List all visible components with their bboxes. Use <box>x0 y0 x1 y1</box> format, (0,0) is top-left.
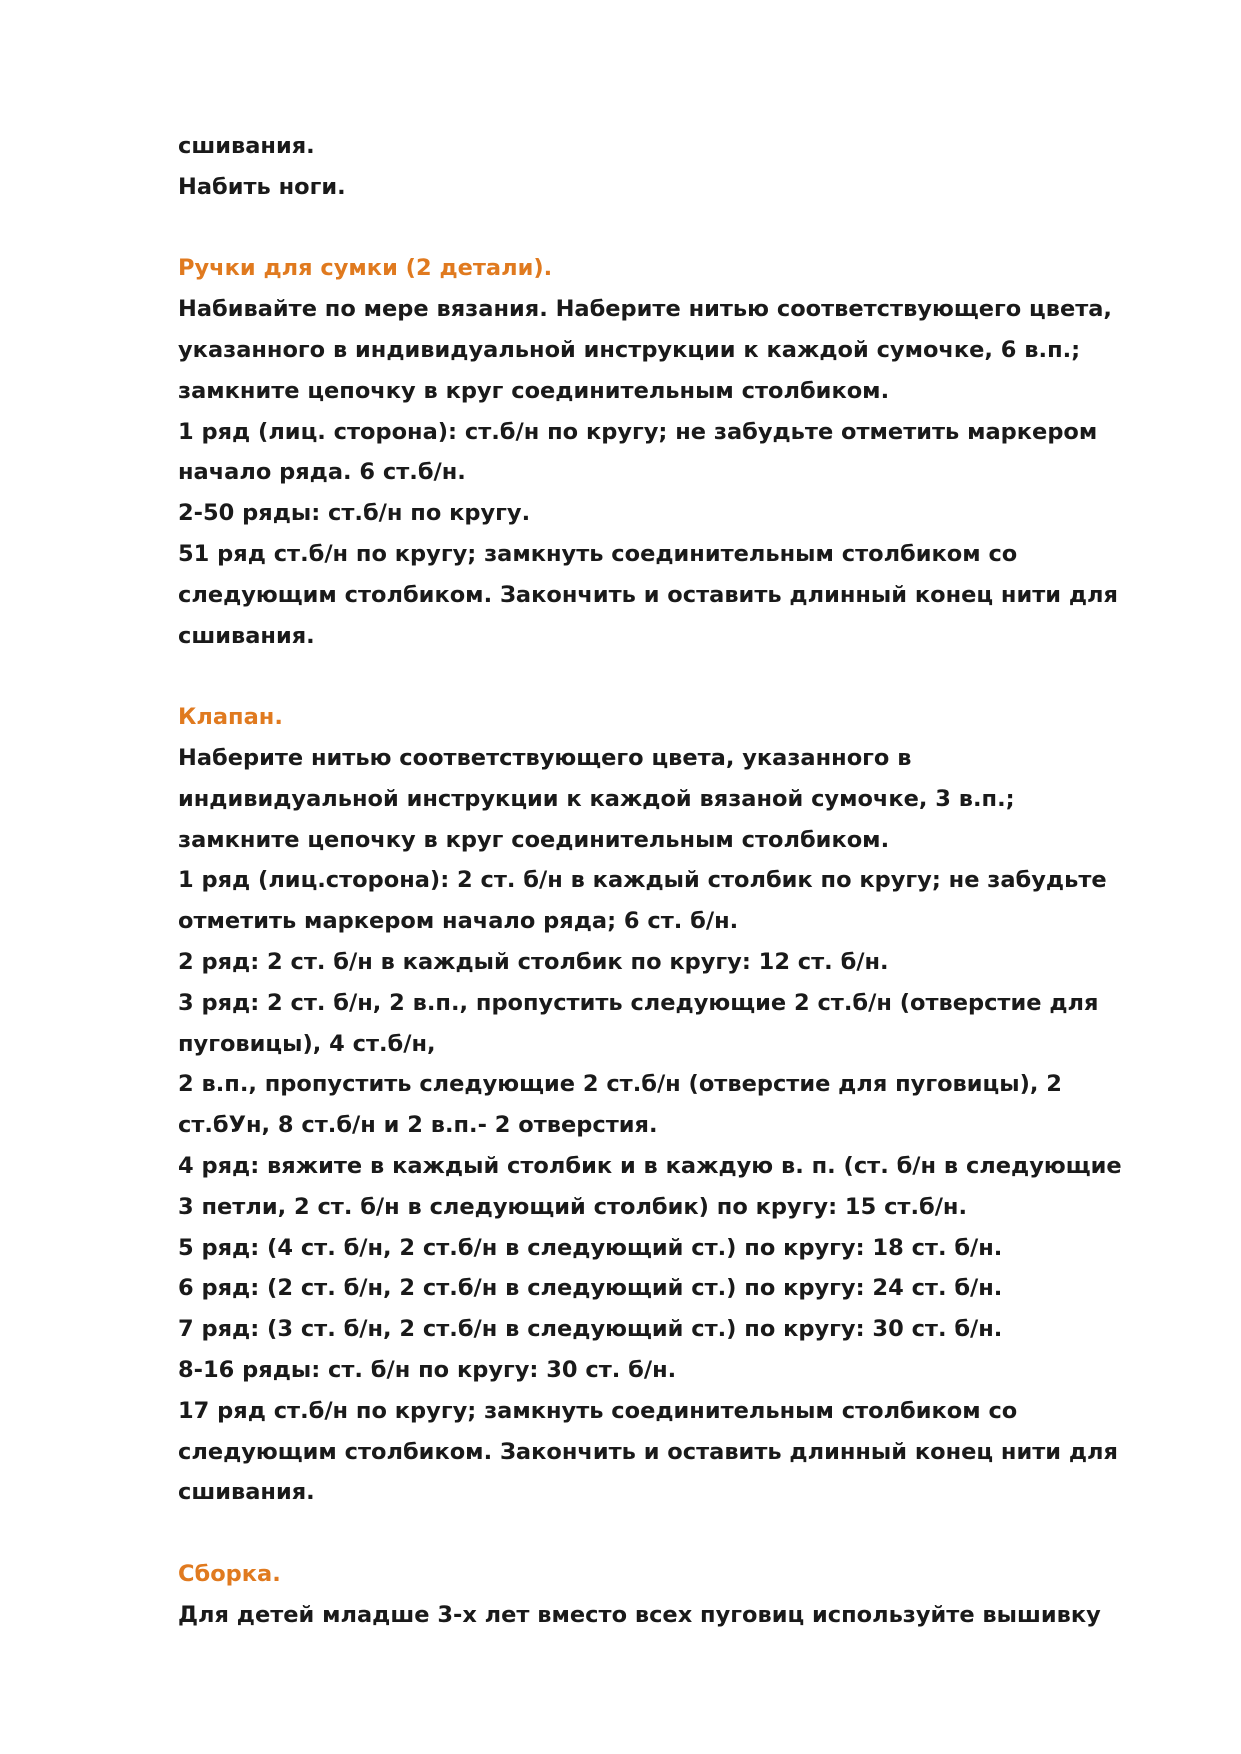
body-line: отметить маркером начало ряда; 6 ст. б/н. <box>178 908 739 935</box>
body-line: 3 ряд: 2 ст. б/н, 2 в.п., пропустить следующие 2 ст.б/н (отверстие для <box>178 989 1099 1016</box>
body-line: 2-50 ряды: ст.б/н по кругу. <box>178 500 531 527</box>
section-heading-flap: Клапан. <box>178 704 283 731</box>
body-line: 1 ряд (лиц. сторона): ст.б/н по кругу; не забудьте отметить маркером <box>178 418 1098 445</box>
section-heading-handles: Ручки для сумки (2 детали). <box>178 255 553 282</box>
body-line: замкните цепочку в круг соединительным столбиком. <box>178 826 890 853</box>
body-line: сшивания. <box>178 622 315 649</box>
body-line: следующим столбиком. Закончить и оставить длинный конец нити для <box>178 581 1118 608</box>
body-line: 3 петли, 2 ст. б/н в следующий столбик) по кругу: 15 ст.б/н. <box>178 1193 968 1220</box>
body-line: 17 ряд ст.б/н по кругу; замкнуть соединительным столбиком со <box>178 1397 1018 1424</box>
body-line: сшивания. <box>178 1479 315 1506</box>
body-line: начало ряда. 6 ст.б/н. <box>178 459 466 486</box>
paragraph-gap <box>178 1513 1188 1554</box>
body-line: Набивайте по мере вязания. Наберите нитью соответствующего цвета, <box>178 296 1112 323</box>
paragraph-gap <box>178 208 1188 249</box>
body-line: 2 ряд: 2 ст. б/н в каждый столбик по кругу: 12 ст. б/н. <box>178 948 889 975</box>
body-line: 8-16 ряды: ст. б/н по кругу: 30 ст. б/н. <box>178 1356 677 1383</box>
body-line: ст.бУн, 8 ст.б/н и 2 в.п.- 2 отверстия. <box>178 1112 658 1139</box>
body-line: замкните цепочку в круг соединительным столбиком. <box>178 377 890 404</box>
document-body <box>178 126 1188 1635</box>
body-line: Набить ноги. <box>178 173 346 200</box>
body-line: Для детей младше 3-х лет вместо всех пуговиц используйте вышивку <box>178 1601 1101 1628</box>
body-line: Наберите нитью соответствующего цвета, указанного в <box>178 744 912 771</box>
body-line: 6 ряд: (2 ст. б/н, 2 ст.б/н в следующий ст.) по кругу: 24 ст. б/н. <box>178 1275 1003 1302</box>
body-line: следующим столбиком. Закончить и оставить длинный конец нити для <box>178 1438 1118 1465</box>
section-heading-assembly: Сборка. <box>178 1560 281 1587</box>
body-line: 4 ряд: вяжите в каждый столбик и в каждую в. п. (ст. б/н в следующие <box>178 1152 1122 1179</box>
body-line: 7 ряд: (3 ст. б/н, 2 ст.б/н в следующий ст.) по кругу: 30 ст. б/н. <box>178 1316 1003 1343</box>
body-line: пуговицы), 4 ст.б/н, <box>178 1030 436 1057</box>
body-line: 2 в.п., пропустить следующие 2 ст.б/н (отверстие для пуговицы), 2 <box>178 1071 1062 1098</box>
body-line: 5 ряд: (4 ст. б/н, 2 ст.б/н в следующий ст.) по кругу: 18 ст. б/н. <box>178 1234 1003 1261</box>
body-line: 51 ряд ст.б/н по кругу; замкнуть соединительным столбиком со <box>178 540 1018 567</box>
body-line: сшивания. <box>178 133 315 159</box>
body-line: индивидуальной инструкции к каждой вязаной сумочке, 3 в.п.; <box>178 785 1015 812</box>
paragraph-gap <box>178 656 1188 697</box>
body-line: указанного в индивидуальной инструкции к каждой сумочке, 6 в.п.; <box>178 336 1081 363</box>
body-line: 1 ряд (лиц.сторона): 2 ст. б/н в каждый столбик по кругу; не забудьте <box>178 867 1107 894</box>
